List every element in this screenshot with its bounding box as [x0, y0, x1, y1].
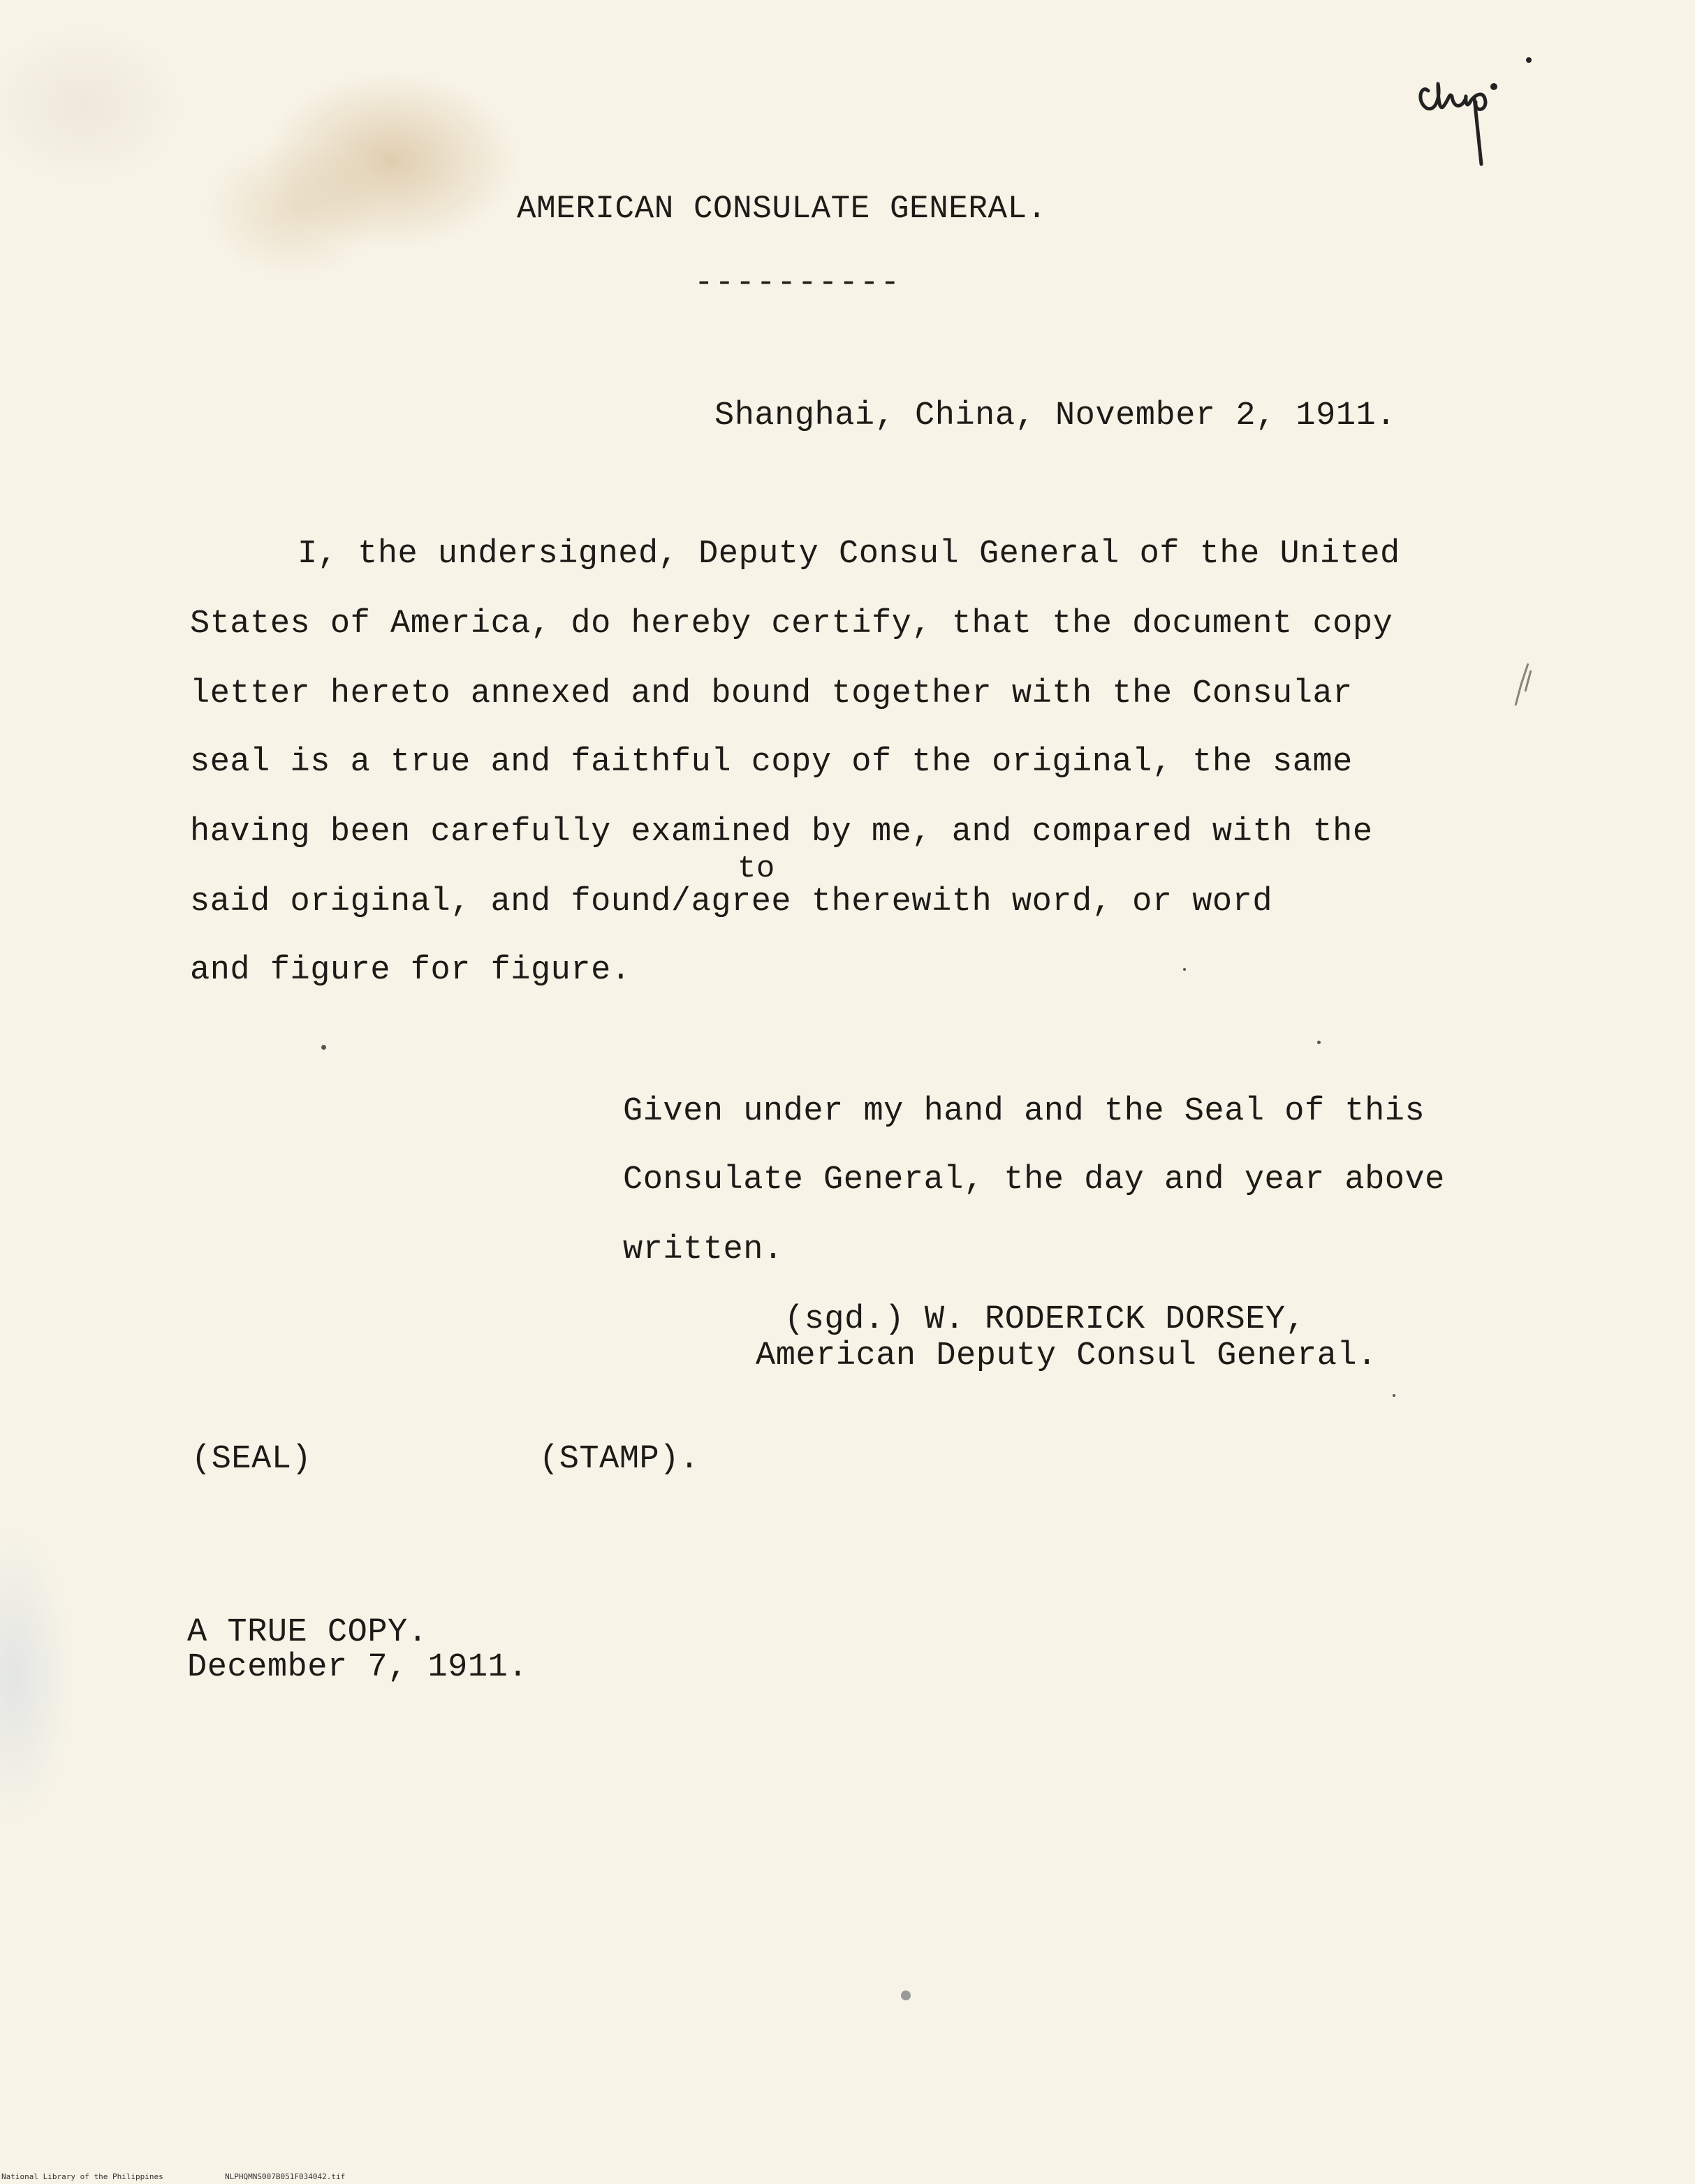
body-line-7: and figure for figure.	[190, 952, 631, 989]
ink-speck	[1183, 968, 1186, 971]
body-line-2: States of America, do hereby certify, that the document copy	[190, 606, 1393, 643]
ink-speck	[1393, 1394, 1395, 1397]
body-line-6: said original, and found/agree therewith word, or word	[190, 884, 1273, 921]
true-copy-date: December 7, 1911.	[187, 1649, 528, 1686]
ink-speck	[321, 1045, 326, 1050]
signature-name: (sgd.) W. RODERICK DORSEY,	[784, 1301, 1306, 1338]
footer-filename: NLPHQMNS007B051F034042.tif	[225, 2172, 346, 2181]
body-line-1: I, the undersigned, Deputy Consul General of the United	[298, 536, 1400, 573]
letterhead-title: AMERICAN CONSULATE GENERAL.	[517, 191, 1047, 227]
attestation-line-3: written.	[623, 1231, 784, 1268]
true-copy-label: A TRUE COPY.	[187, 1614, 428, 1651]
ink-speck	[901, 1991, 911, 2000]
ink-speck	[1317, 1041, 1321, 1044]
dateline: Shanghai, China, November 2, 1911.	[714, 397, 1396, 434]
attestation-line-1: Given under my hand and the Seal of this	[623, 1093, 1425, 1130]
handwritten-dup-annotation	[1407, 42, 1533, 175]
body-line-4: seal is a true and faithful copy of the original, the same	[190, 744, 1353, 781]
body-line-3: letter hereto annexed and bound together with the Consular	[190, 675, 1353, 712]
stamp-label: (STAMP).	[539, 1441, 700, 1478]
attestation-line-2: Consulate General, the day and year above	[623, 1161, 1445, 1199]
paper-edge-mark	[1500, 657, 1542, 726]
header-rule: ----------	[694, 265, 902, 301]
footer-institution: National Library of the Philippines	[1, 2172, 163, 2181]
signature-title: American Deputy Consul General.	[756, 1337, 1377, 1375]
body-line-5: having been carefully examined by me, and compared with the	[190, 814, 1373, 851]
interlinear-insert: to	[738, 851, 775, 886]
seal-label: (SEAL)	[191, 1441, 312, 1478]
